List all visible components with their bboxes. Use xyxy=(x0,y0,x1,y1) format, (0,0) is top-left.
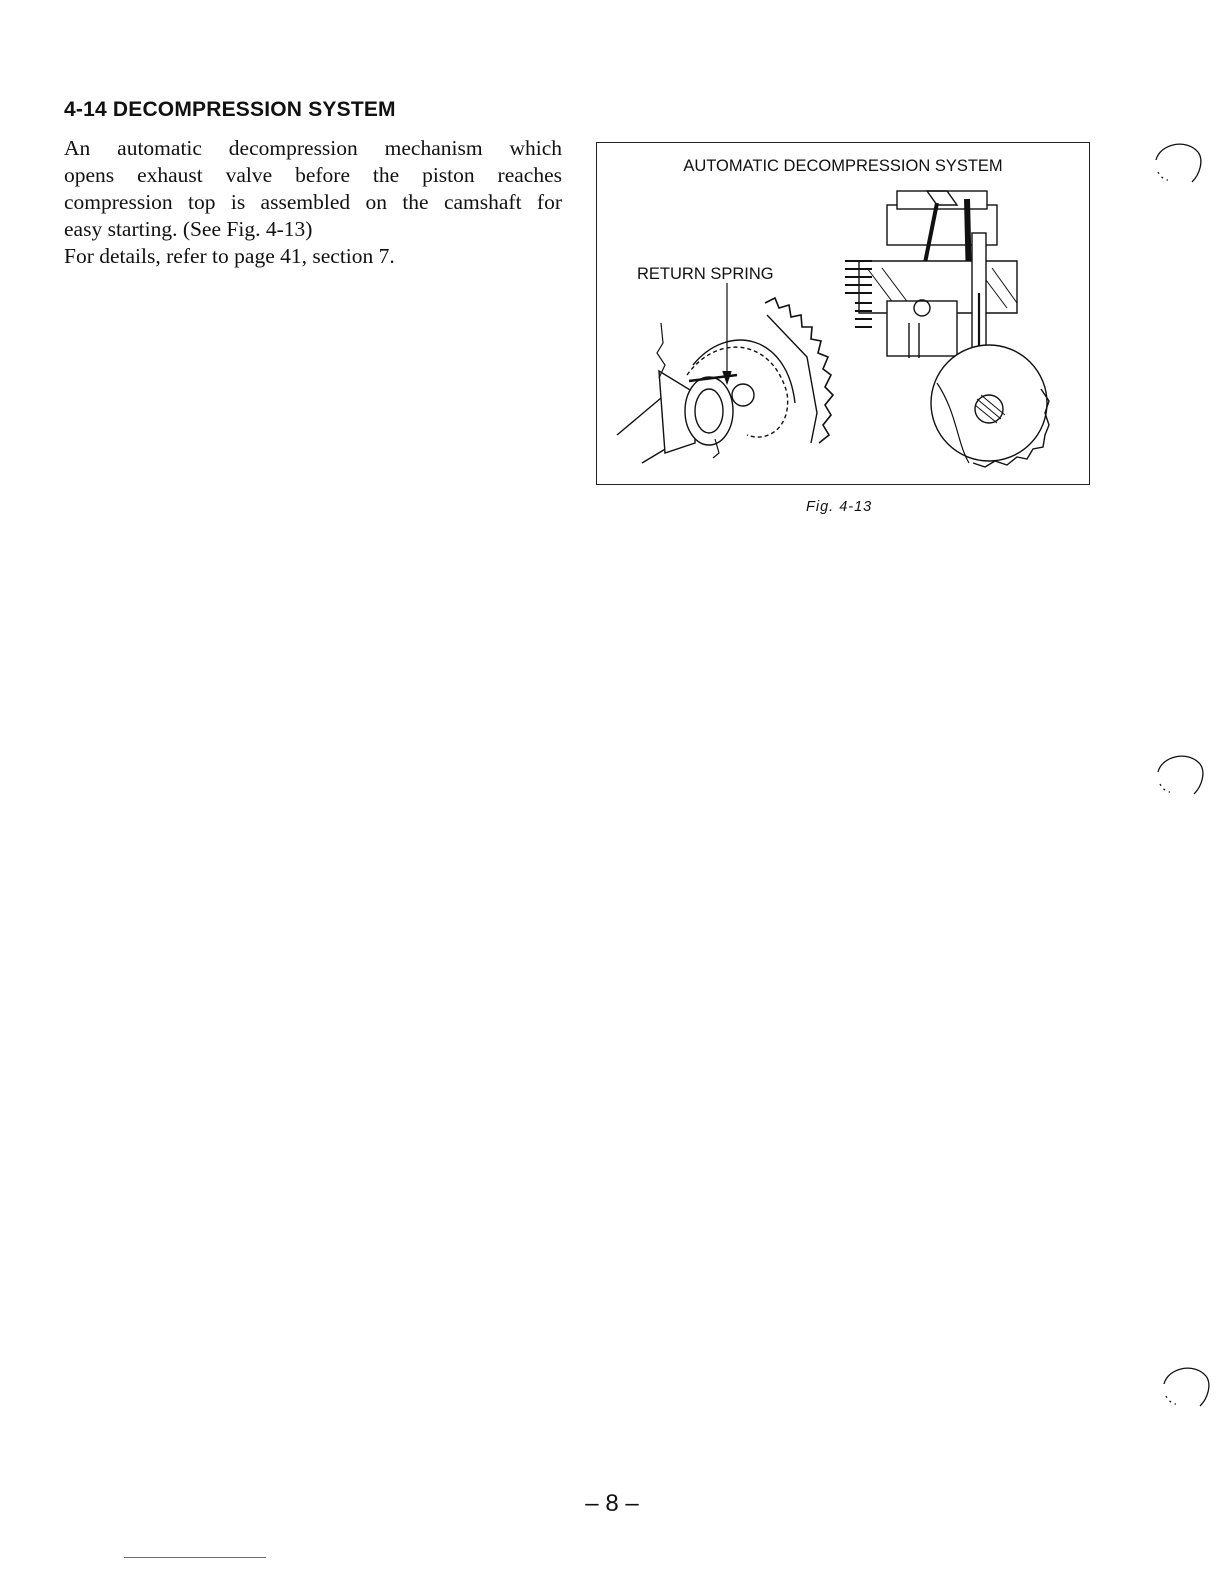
figure-illustration xyxy=(597,143,1091,486)
paragraph-line: easy starting. (See Fig. 4-13) xyxy=(64,217,313,241)
camshaft-gear-illustration xyxy=(617,283,833,463)
punch-hole-icon xyxy=(1150,140,1206,188)
paragraph-line: An automatic decompression mechanism which xyxy=(64,136,562,160)
page-number: – 8 – xyxy=(585,1490,639,1517)
figure-frame xyxy=(596,142,1090,485)
engine-cutaway-illustration xyxy=(845,191,1049,467)
figure-caption: Fig. 4-13 xyxy=(806,499,873,515)
punch-hole-icon xyxy=(1158,1364,1214,1412)
paragraph-line: opens exhaust valve before the piston reaches xyxy=(64,163,562,187)
paragraph-line: For details, refer to page 41, section 7. xyxy=(64,244,395,268)
figure-title: AUTOMATIC DECOMPRESSION SYSTEM xyxy=(683,157,1003,175)
punch-hole-icon xyxy=(1152,752,1208,800)
section-heading: 4-14 DECOMPRESSION SYSTEM xyxy=(64,98,396,121)
figure-label-return-spring: RETURN SPRING xyxy=(637,265,774,283)
paragraph-line: compression top is assembled on the camshaft for xyxy=(64,190,562,214)
underline-mark xyxy=(124,1557,266,1558)
section-paragraph xyxy=(64,135,562,270)
